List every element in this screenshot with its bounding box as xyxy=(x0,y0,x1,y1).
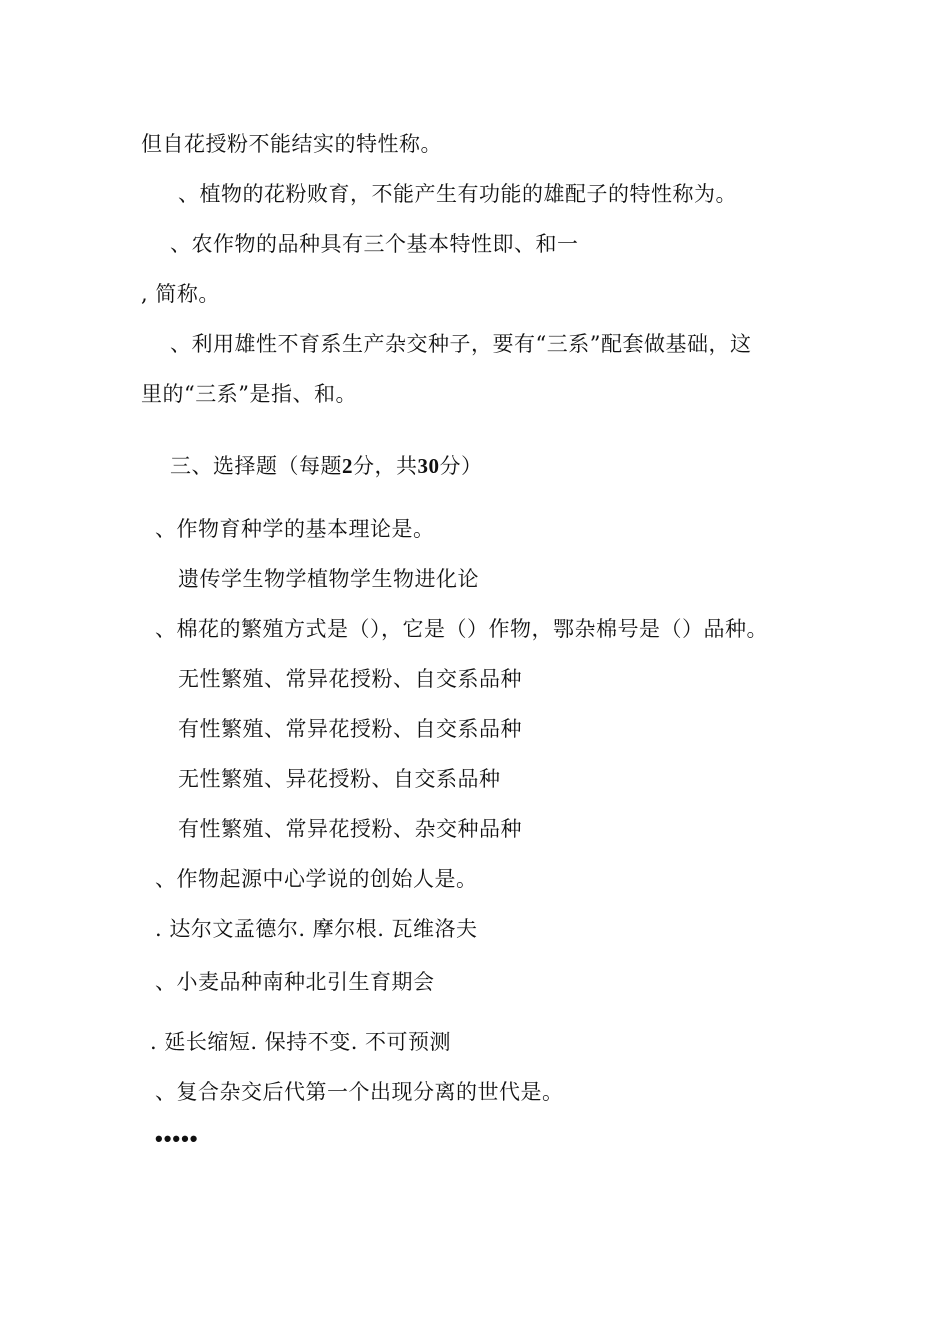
question-5: 、复合杂交后代第一个出现分离的世代是。 xyxy=(155,1080,564,1104)
question-5-options: ••••• xyxy=(155,1126,199,1151)
text-line-variety-traits: 、农作物的品种具有三个基本特性即、和一 xyxy=(170,232,579,256)
text-line-male-sterility: 、植物的花粉败育，不能产生有功能的雄配子的特性称为。 xyxy=(178,182,737,206)
question-2-option-b: 有性繁殖、常异花授粉、自交系品种 xyxy=(178,717,522,741)
section-heading-multiple-choice xyxy=(170,452,483,480)
heading-points-each: 2 xyxy=(342,454,353,478)
text-line-selfing-incompatibility: 但自花授粉不能结实的特性称。 xyxy=(141,132,442,156)
question-1-options: 遗传学生物学植物学生物进化论 xyxy=(178,567,479,591)
question-4: 、小麦品种南种北引生育期会 xyxy=(155,970,435,994)
text-line-three-lines-cont: 里的“三系”是指、和。 xyxy=(141,382,357,406)
heading-points-total: 30 xyxy=(417,454,440,478)
text-line-abbreviation: , 简称。 xyxy=(141,282,220,306)
question-3-options: . 达尔文孟德尔. 摩尔根. 瓦维洛夫 xyxy=(155,917,478,941)
heading-prefix: 三、选择题（每题 xyxy=(170,454,342,478)
question-4-options: . 延长缩短. 保持不变. 不可预测 xyxy=(150,1030,452,1054)
question-2-option-a: 无性繁殖、常异花授粉、自交系品种 xyxy=(178,667,522,691)
heading-mid: 分，共 xyxy=(353,454,418,478)
question-3: 、作物起源中心学说的创始人是。 xyxy=(155,867,478,891)
question-1: 、作物育种学的基本理论是。 xyxy=(155,517,435,541)
question-2-option-d: 有性繁殖、常异花授粉、杂交种品种 xyxy=(178,817,522,841)
heading-suffix: 分） xyxy=(439,454,483,478)
text-line-three-lines: 、利用雄性不育系生产杂交种子，要有“三系”配套做基础，这 xyxy=(170,332,752,356)
question-2: 、棉花的繁殖方式是（），它是（）作物，鄂杂棉号是（）品种。 xyxy=(155,617,768,641)
question-2-option-c: 无性繁殖、异花授粉、自交系品种 xyxy=(178,767,501,791)
